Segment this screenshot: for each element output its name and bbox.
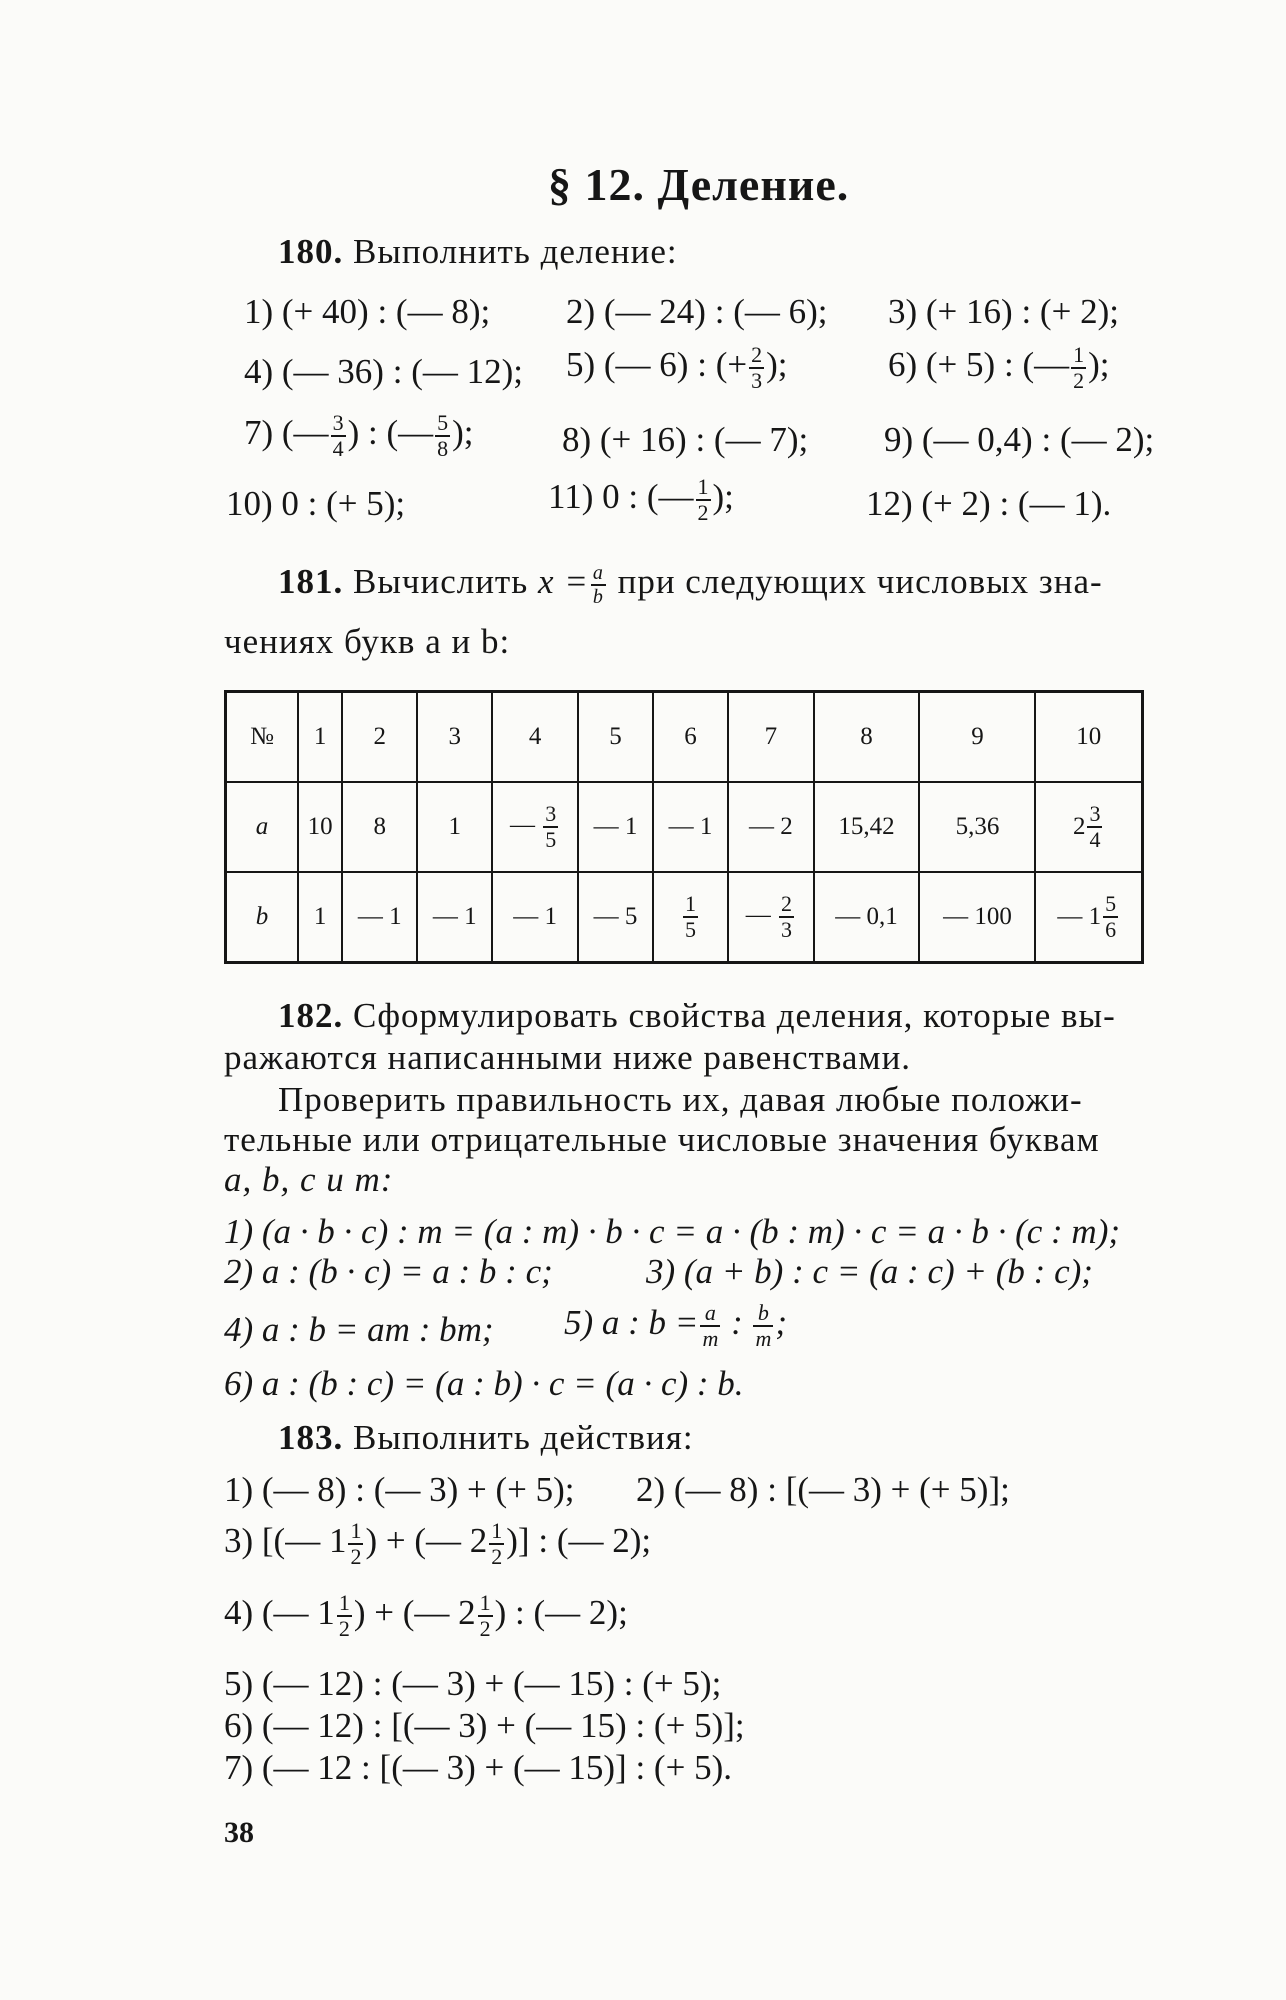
- table-cell: — 0,1: [814, 872, 920, 963]
- problem-180-item-3: 3) (+ 16) : (+ 2);: [888, 292, 1119, 331]
- table-cell: 7: [728, 692, 814, 783]
- problem-183-title: Выполнить действия:: [353, 1418, 694, 1457]
- problem-181-line-2: чениях букв a и b:: [224, 622, 511, 661]
- table-cell: 1: [298, 692, 342, 783]
- table-cell: 8: [342, 782, 417, 872]
- problem-182-formula-2: 2) a : (b · c) = a : b : c;: [224, 1252, 553, 1291]
- problem-183-heading: [278, 1418, 694, 1458]
- table-cell: 9: [919, 692, 1035, 783]
- problem-182-line-1: 182. Сформулировать свойства деления, которые вы-: [278, 996, 1116, 1035]
- table-row-a: [226, 782, 1143, 872]
- problem-180-item-6: 6) (+ 5) : (— $\frac{1}{2}$ );: [888, 342, 1110, 393]
- table-cell: 1: [417, 782, 492, 872]
- problem-180-item-8: 8) (+ 16) : (— 7);: [562, 420, 809, 459]
- page-number: 38: [224, 1816, 254, 1849]
- table-cell: 15,42: [814, 782, 920, 872]
- problem-180-item-5: 5) (— 6) : (+ $\frac{2}{3}$ );: [566, 342, 788, 393]
- problem-183-formula-2: 2) (— 8) : [(— 3) + (+ 5)];: [636, 1470, 1010, 1509]
- table-cell: — 1: [417, 872, 492, 963]
- table-cell: 2: [342, 692, 417, 783]
- table-cell: — 100: [919, 872, 1035, 963]
- problem-183-number: 183.: [278, 1418, 344, 1457]
- problem-181-formula: x = $\frac{a}{b}$: [537, 561, 604, 608]
- problem-183-formula-3: 3) [(— 1 $\frac{1}{2}$ ) + (— 2 $\frac{1}{2}$ )] : (— 2);: [224, 1518, 652, 1569]
- table-cell: 5: [578, 692, 653, 783]
- table-row-b: [226, 872, 1143, 963]
- problem-183-formula-1: 1) (— 8) : (— 3) + (+ 5);: [224, 1470, 575, 1509]
- problem-180-item-4: 4) (— 36) : (— 12);: [244, 352, 523, 391]
- problem-181-number: 181.: [278, 562, 344, 601]
- table-cell: — 1: [578, 782, 653, 872]
- problem-183-formula-7: 7) (— 12 : [(— 3) + (— 15)] : (+ 5).: [224, 1748, 732, 1787]
- problem-183-formula-6: 6) (— 12) : [(— 3) + (— 15) : (+ 5)];: [224, 1706, 745, 1745]
- section-title: § 12. Деление.: [548, 159, 850, 210]
- table-cell: — 2: [728, 782, 814, 872]
- problem-180-item-10: 10) 0 : (+ 5);: [226, 484, 406, 523]
- problem-180-item-11: 11) 0 : (— $\frac{1}{2}$ );: [548, 474, 734, 525]
- problem-182-line-4: тельные или отрицательные числовые значения буквам: [224, 1120, 1100, 1159]
- table-cell: — $\frac{3}{5}$: [492, 782, 578, 872]
- table-cell: — 1: [492, 872, 578, 963]
- problem-181-line-1: 181. Вычислить x = $\frac{a}{b}$ при следующих числовых зна-: [278, 561, 1103, 608]
- problem-182-formula-3: 3) (a + b) : c = (a : c) + (b : c);: [646, 1252, 1093, 1291]
- table-cell: 8: [814, 692, 920, 783]
- problem-183-formula-5: 5) (— 12) : (— 3) + (— 15) : (+ 5);: [224, 1664, 722, 1703]
- problem-180-item-1: 1) (+ 40) : (— 8);: [244, 292, 491, 331]
- table-cell: b: [226, 872, 299, 963]
- table-cell: 6: [653, 692, 728, 783]
- table-cell: 5,36: [919, 782, 1035, 872]
- problem-182-formula-6: 6) a : (b : c) = (a : b) · c = (a · c) : b.: [224, 1364, 744, 1403]
- problem-182-line-2: ражаются написанными ниже равенствами.: [224, 1038, 912, 1077]
- problem-180-title: Выполнить деление:: [353, 232, 678, 271]
- table-cell: — 1: [653, 782, 728, 872]
- values-table: [224, 690, 1144, 964]
- table-cell: $\frac{1}{5}$: [653, 872, 728, 963]
- table-cell: — 1: [342, 872, 417, 963]
- table-cell: — $\frac{2}{3}$: [728, 872, 814, 963]
- problem-182-line-3: Проверить правильность их, давая любые положи-: [278, 1080, 1083, 1119]
- problem-182-number: 182.: [278, 996, 344, 1035]
- problem-182-formula-5: 5) a : b = $\frac{a}{m}$ : $\frac{b}{m}$ ;: [564, 1300, 788, 1351]
- problem-180-item-7: 7) (— $\frac{3}{4}$ ) : (— $\frac{5}{8}$ );: [244, 410, 474, 461]
- table-cell: 1: [298, 872, 342, 963]
- problem-183-formula-4: 4) (— 1 $\frac{1}{2}$ ) + (— 2 $\frac{1}{2}$ ) : (— 2);: [224, 1590, 628, 1641]
- table-cell: — 1 $\frac{5}{6}$: [1035, 872, 1142, 963]
- table-cell: 10: [1035, 692, 1142, 783]
- problem-182-line-5: a, b, c и m:: [224, 1160, 394, 1199]
- problem-180-item-2: 2) (— 24) : (— 6);: [566, 292, 828, 331]
- problem-180-heading: [278, 232, 678, 272]
- table-row-header: [226, 692, 1143, 783]
- problem-180-item-9: 9) (— 0,4) : (— 2);: [884, 420, 1155, 459]
- problem-182-formula-4: 4) a : b = am : bm;: [224, 1310, 494, 1349]
- table-cell: №: [226, 692, 299, 783]
- table-cell: 10: [298, 782, 342, 872]
- table-cell: 2 $\frac{3}{4}$: [1035, 782, 1142, 872]
- table-cell: a: [226, 782, 299, 872]
- problem-182-formula-1: 1) (a · b · c) : m = (a : m) · b · c = a · (b : m) · c = a · b · (c : m);: [224, 1212, 1121, 1251]
- problem-180-item-12: 12) (+ 2) : (— 1).: [866, 484, 1112, 523]
- table-cell: 4: [492, 692, 578, 783]
- table-cell: 3: [417, 692, 492, 783]
- problem-180-number: 180.: [278, 232, 344, 271]
- table-cell: — 5: [578, 872, 653, 963]
